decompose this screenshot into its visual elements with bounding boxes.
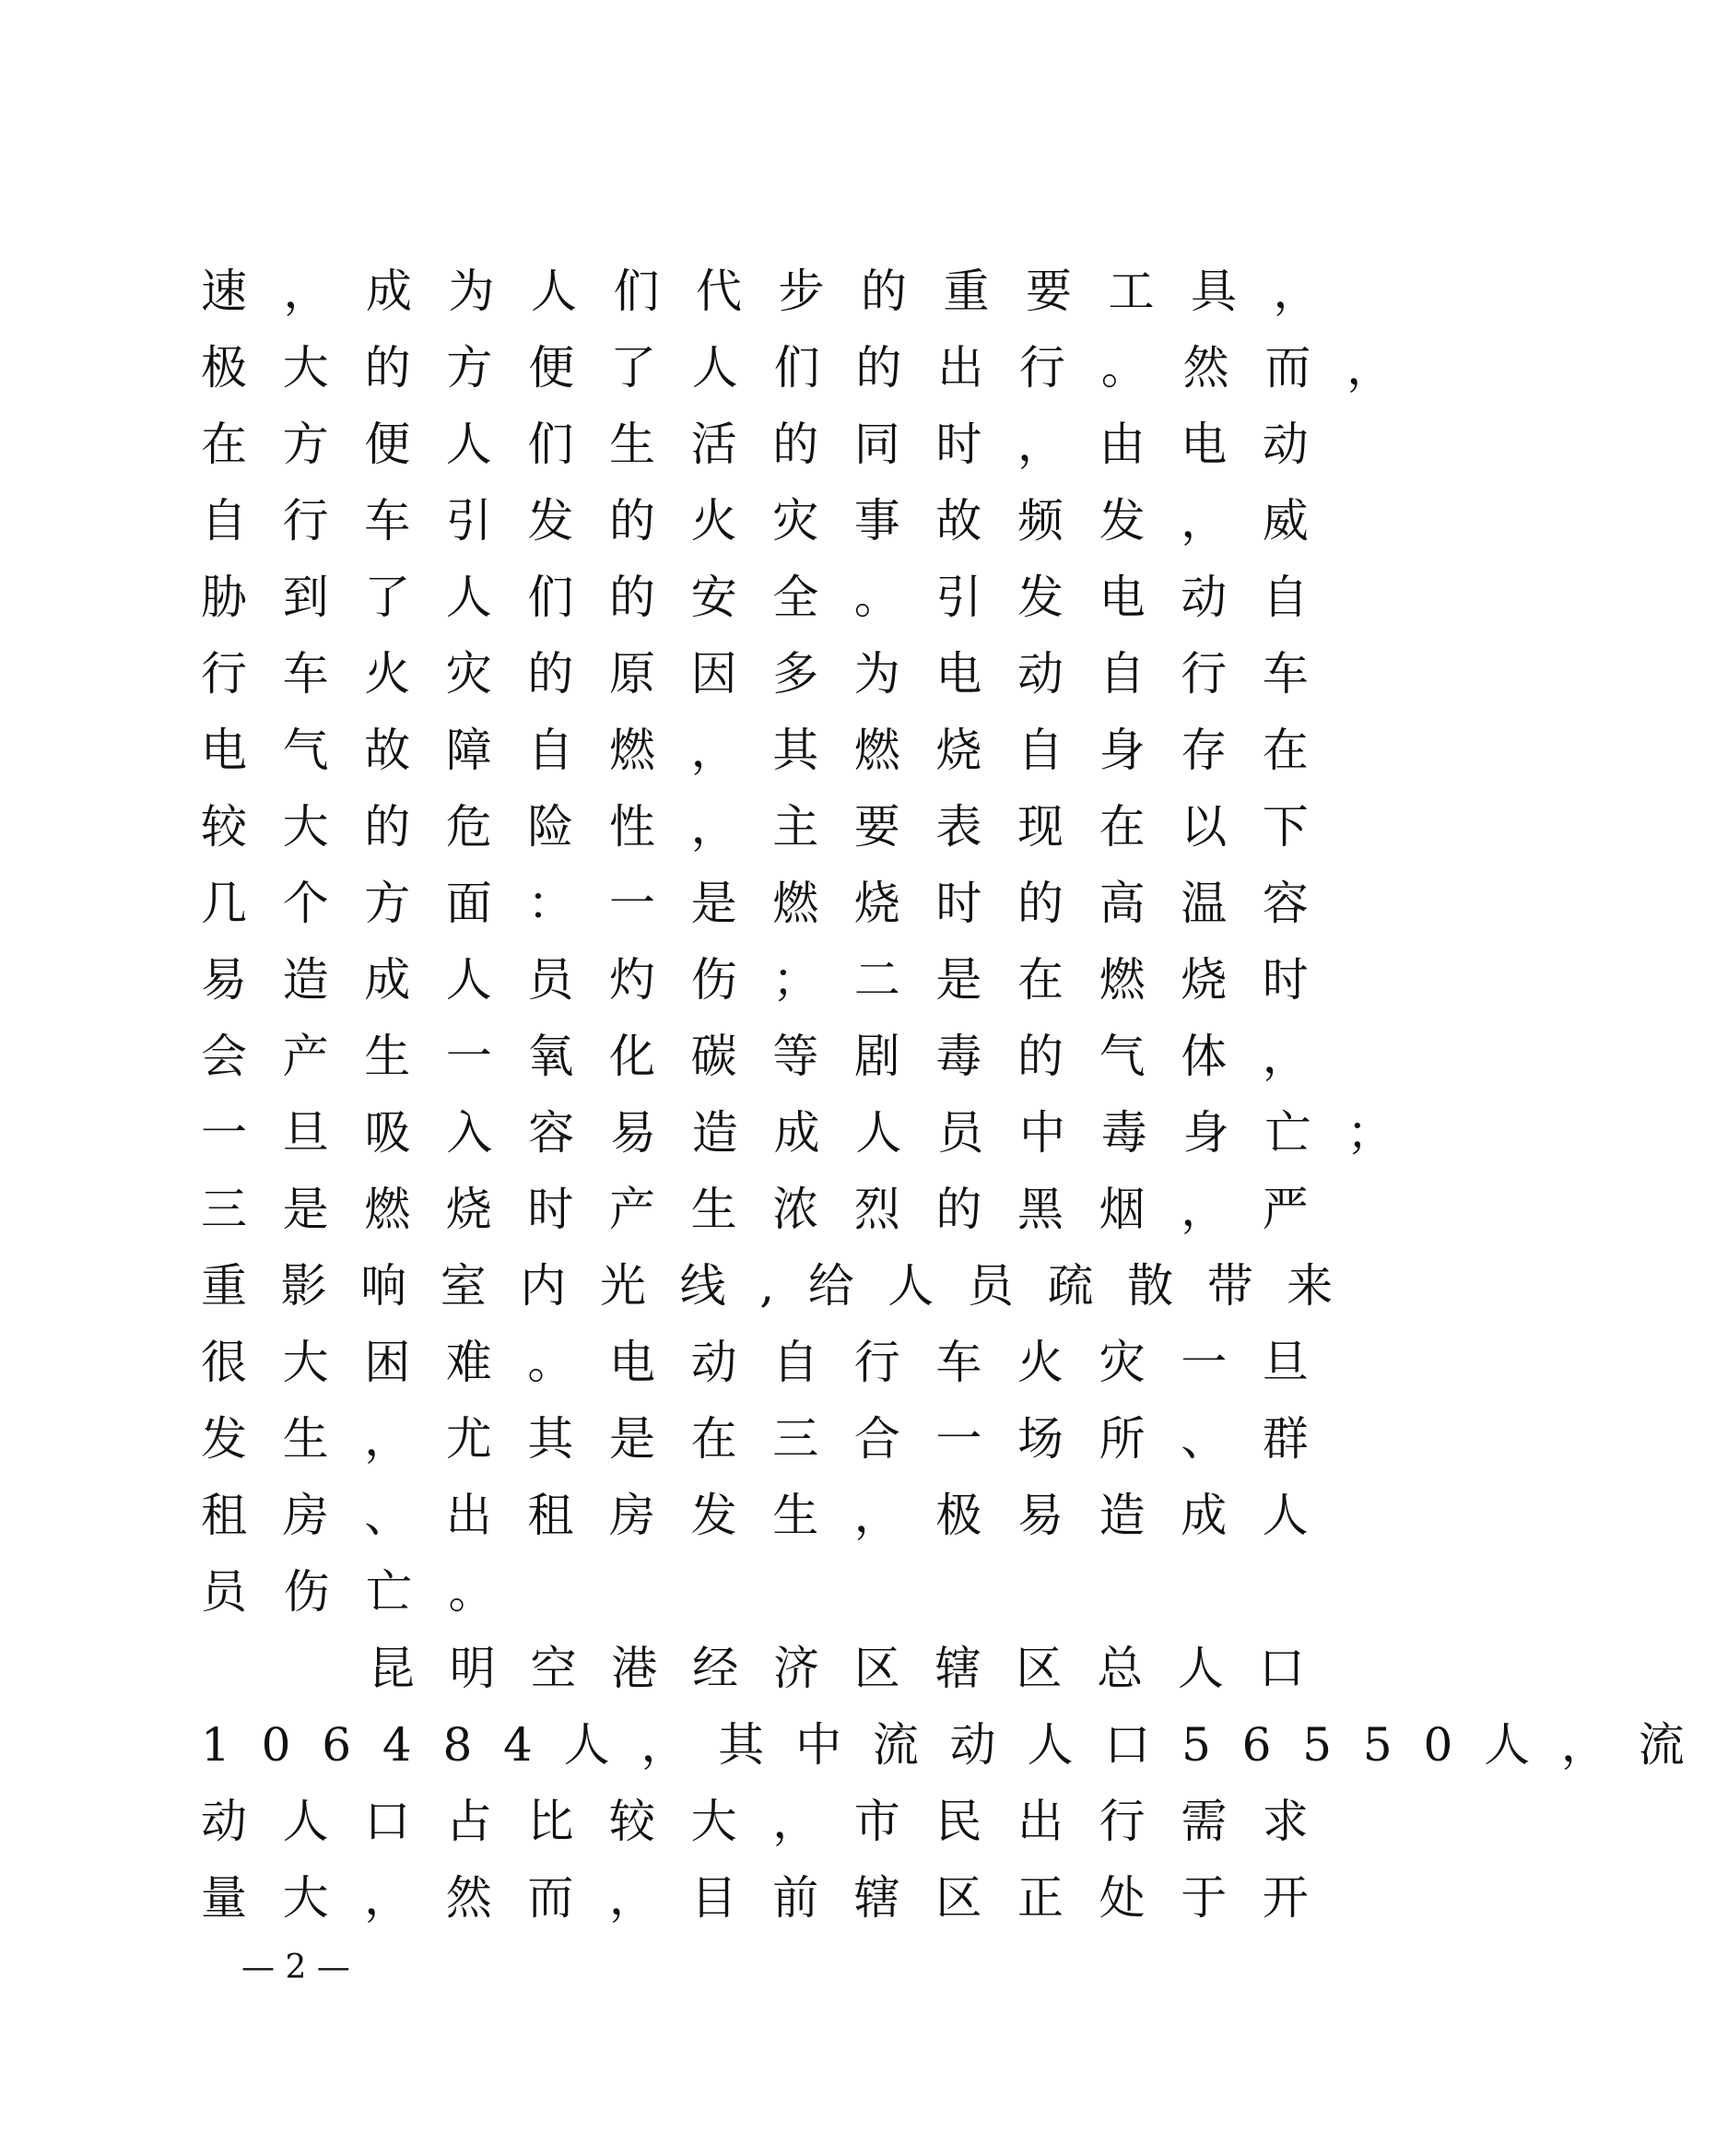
text-line [201,713,1362,789]
text-line [201,1860,1362,1937]
text-line-content: 重影响室内光线,给人员疏散带来 [201,1259,1367,1313]
text-line-content: 较大的危险性，主要表现在以下 [201,800,1345,854]
paragraph-first-line [201,1631,1362,1707]
text-line [201,1707,1716,1784]
text-line-content: 员伤亡。 [201,1565,531,1619]
text-line [201,1784,1362,1860]
text-line-content: 行车火灾的原因多为电动自行车 [201,647,1345,701]
text-line-content: 在方便人们生活的同时，由电动 [201,418,1345,471]
text-line [201,866,1362,942]
text-line [201,1325,1362,1401]
text-line-content: 极大的方便了人们的出行。然而， [201,341,1428,395]
body-text [201,253,1716,1937]
text-line [201,789,1362,866]
text-line-content: 易造成人员灼伤；二是在燃烧时 [201,953,1345,1007]
text-line-content: 几个方面：一是燃烧时的高温容 [201,877,1345,930]
text-line [201,560,1362,636]
text-line-content: 胁到了人们的安全。引发电动自 [201,571,1345,624]
text-line-content: 106484人，其中流动人口56550人，流 [201,1718,1716,1772]
text-line [201,1554,1362,1631]
text-line [201,636,1362,713]
page-number: — 2 — [241,1949,350,1986]
text-line-content: 租房、出租房发生，极易造成人 [201,1489,1345,1542]
text-line [201,253,1362,330]
text-line [201,330,1428,406]
text-line-content: 动人口占比较大，市民出行需求 [201,1795,1345,1848]
text-line-content: 电气故障自燃，其燃烧自身存在 [201,724,1345,777]
text-line-content: 会产生一氧化碳等剧毒的气体， [201,1030,1345,1083]
text-line [201,1248,1367,1325]
text-line [201,1478,1362,1554]
text-line [201,483,1362,560]
text-line-content: 昆明空港经济区辖区总人口 [369,1642,1340,1695]
text-line-content: 一旦吸入容易造成人员中毒身亡； [201,1106,1428,1160]
text-line-content: 速，成为人们代步的重要工具， [201,265,1356,318]
text-line-content: 发生，尤其是在三合一场所、群 [201,1412,1345,1466]
text-line-content: 三是燃烧时产生浓烈的黑烟，严 [201,1183,1345,1236]
text-line [201,406,1362,483]
text-line-content: 量大，然而，目前辖区正处于开 [201,1871,1345,1925]
text-line-content: 自行车引发的火灾事故频发，威 [201,494,1345,548]
text-line [201,1401,1362,1478]
text-line [201,1095,1428,1172]
text-line [201,1172,1362,1248]
text-line-content: 很大困难。电动自行车火灾一旦 [201,1336,1345,1389]
text-line [201,942,1362,1019]
text-line [201,1019,1362,1095]
